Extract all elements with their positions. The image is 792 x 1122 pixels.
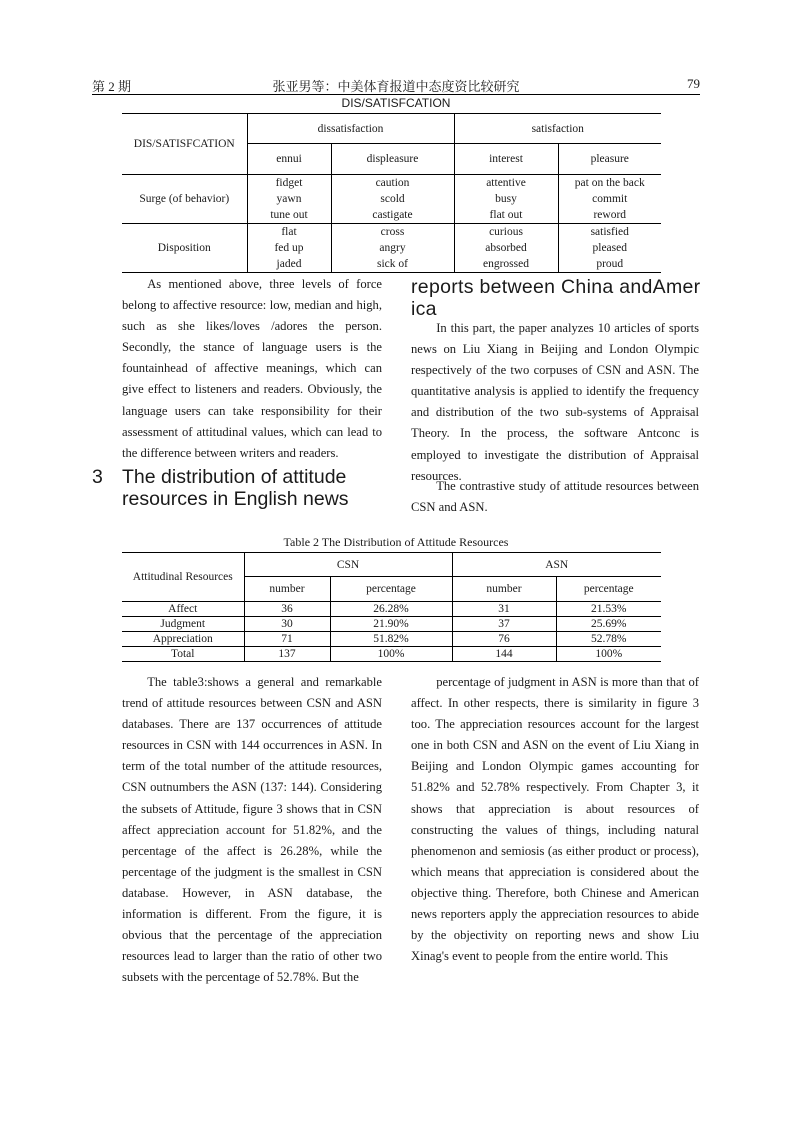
body-paragraph: The table3:shows a general and remarkable trend of attitude resources between CSN and ASN databases. There are 137 occurrences of attitude resources in CSN with 144 occurrences in ASN. In term of the total number of the attitude resources, CSN outnumbers the ASN (137: 144). Considering the subsets of Attitude, figure 3 shows that in CSN affect appreciation account for 51.82%, and the percentage of the affect is 26.28%, while the percentage of the judgment is the smallest in CSN database. However, in ASN database, the information is different. From the figure, it is obvious that the percentage of the appreciation resources lead to larger than the ratio of other two subsets with the percentage of 52.78%. But the	[122, 675, 382, 985]
section-number: 3	[92, 466, 103, 488]
table2-cell: 52.78%	[591, 633, 627, 645]
table2-row	[122, 617, 661, 632]
table1-corner: DIS/SATISFCATION	[122, 114, 247, 175]
table2-cell: 100%	[330, 647, 452, 662]
running-header-title: 张亚男等：中美体育报道中态度资比较研究	[272, 79, 520, 94]
table2-cell: Total	[122, 647, 244, 662]
table1-group-satisfaction: satisfaction	[454, 114, 661, 144]
table2-subhead: number	[244, 577, 330, 602]
table2-group-asn: ASN	[452, 553, 661, 577]
table2-cell: 36	[244, 602, 330, 617]
table2-corner: Attitudinal Resources	[122, 553, 244, 602]
table1-subhead: pleasure	[590, 153, 629, 165]
table1-subhead: displeasure	[331, 144, 454, 175]
table2-cell: 37	[452, 617, 556, 632]
table1-cell: pat on the back commit reword	[574, 177, 645, 221]
table2-cell: 25.69%	[591, 618, 627, 630]
table1-caption: DIS/SATISFCATION	[341, 96, 451, 110]
table2-cell: Judgment	[122, 617, 244, 632]
table2-cell: Affect	[122, 602, 244, 617]
table1-cell: flat fed up jaded	[247, 224, 331, 273]
section-heading	[92, 466, 382, 510]
table1-row	[122, 175, 661, 224]
body-paragraph: The contrastive study of attitude resources between CSN and ASN.	[411, 479, 699, 515]
section-heading-continued: reports between China andAmerica	[411, 276, 701, 320]
table2-group-csn: CSN	[244, 553, 452, 577]
body-paragraph: In this part, the paper analyzes 10 articles of sports news on Liu Xiang in Beijing and London Olympic respectively of the two corpuses of CSN and ASN. The quantitative analysis is applied to identify the frequency and distribution of the two sub-systems of Appraisal Theory. In the process, the software Antconc is employed to investigate the distribution of Appraisal resources.	[411, 321, 699, 483]
table1-row-label: Disposition	[122, 224, 247, 273]
table2-cell: Appreciation	[122, 632, 244, 647]
table1-cell: cross angry sick of	[331, 224, 454, 273]
table2-cell: 71	[244, 632, 330, 647]
appraisal-table	[122, 113, 661, 273]
header-rule	[92, 94, 700, 95]
table2-cell: 137	[244, 647, 330, 662]
body-paragraph: As mentioned above, three levels of force belong to affective resource: low, median and high, such as she likes/loves /adores the person. Secondly, the stance of language users is the fountainhead of affective meanings, which can give effect to listeners and readers. Obviously, the language users can take responsibility for their assessment of attitudinal values, which can lead to the difference between writers and readers.	[122, 277, 382, 460]
table2-cell: 31	[452, 602, 556, 617]
page-number: 79	[687, 76, 700, 91]
table1-cell: attentive busy flat out	[454, 175, 558, 224]
table1-subhead: interest	[454, 144, 558, 175]
table2-cell: 30	[244, 617, 330, 632]
table1-row	[122, 224, 661, 273]
table2-subhead: number	[452, 577, 556, 602]
section-title: The distribution of attitude resources in English news	[122, 466, 349, 510]
table2-row-total	[122, 647, 661, 662]
table1-subhead: ennui	[247, 144, 331, 175]
table2-cell: 21.53%	[591, 603, 627, 615]
table1-group-dissatisfaction: dissatisfaction	[247, 114, 454, 144]
table2-subhead: percentage	[330, 577, 452, 602]
table2-row	[122, 602, 661, 617]
table2-row	[122, 632, 661, 647]
table1-cell: curious absorbed engrossed	[454, 224, 558, 273]
table1-cell: caution scold castigate	[331, 175, 454, 224]
table2-cell: 26.28%	[330, 602, 452, 617]
attitude-distribution-table	[122, 552, 661, 662]
table2-subhead: percentage	[583, 583, 634, 595]
table2-cell: 21.90%	[330, 617, 452, 632]
body-paragraph: percentage of judgment in ASN is more than that of affect. In other respects, there is similarity in figure 3 too. The appreciation resources account for the largest one in both CSN and ASN on the event of Liu Xiang in Beijing and London Olympic games accounting for 51.82% and 52.78% respectively. From Chapter 3, it shows that appreciation is about resources of constructing the values of things, including natural phenomenon and semiosis (as either product or process), which means that appreciation is considered about the objective thing. Therefore, both Chinese and American news reporters apply the appreciation resources to abide by the objectivity on reporting news and show Liu Xinag's event to people from the entire world. This	[411, 675, 699, 964]
table2-cell: 144	[452, 647, 556, 662]
table1-cell: fidget yawn tune out	[247, 175, 331, 224]
table2-cell: 100%	[595, 648, 623, 660]
table2-caption: Table 2 The Distribution of Attitude Resources	[283, 535, 509, 549]
table1-cell: satisfied pleased proud	[590, 226, 629, 270]
table2-cell: 51.82%	[330, 632, 452, 647]
running-header-issue: 第 2 期	[92, 79, 132, 94]
table1-row-label: Surge (of behavior)	[122, 175, 247, 224]
table2-cell: 76	[452, 632, 556, 647]
